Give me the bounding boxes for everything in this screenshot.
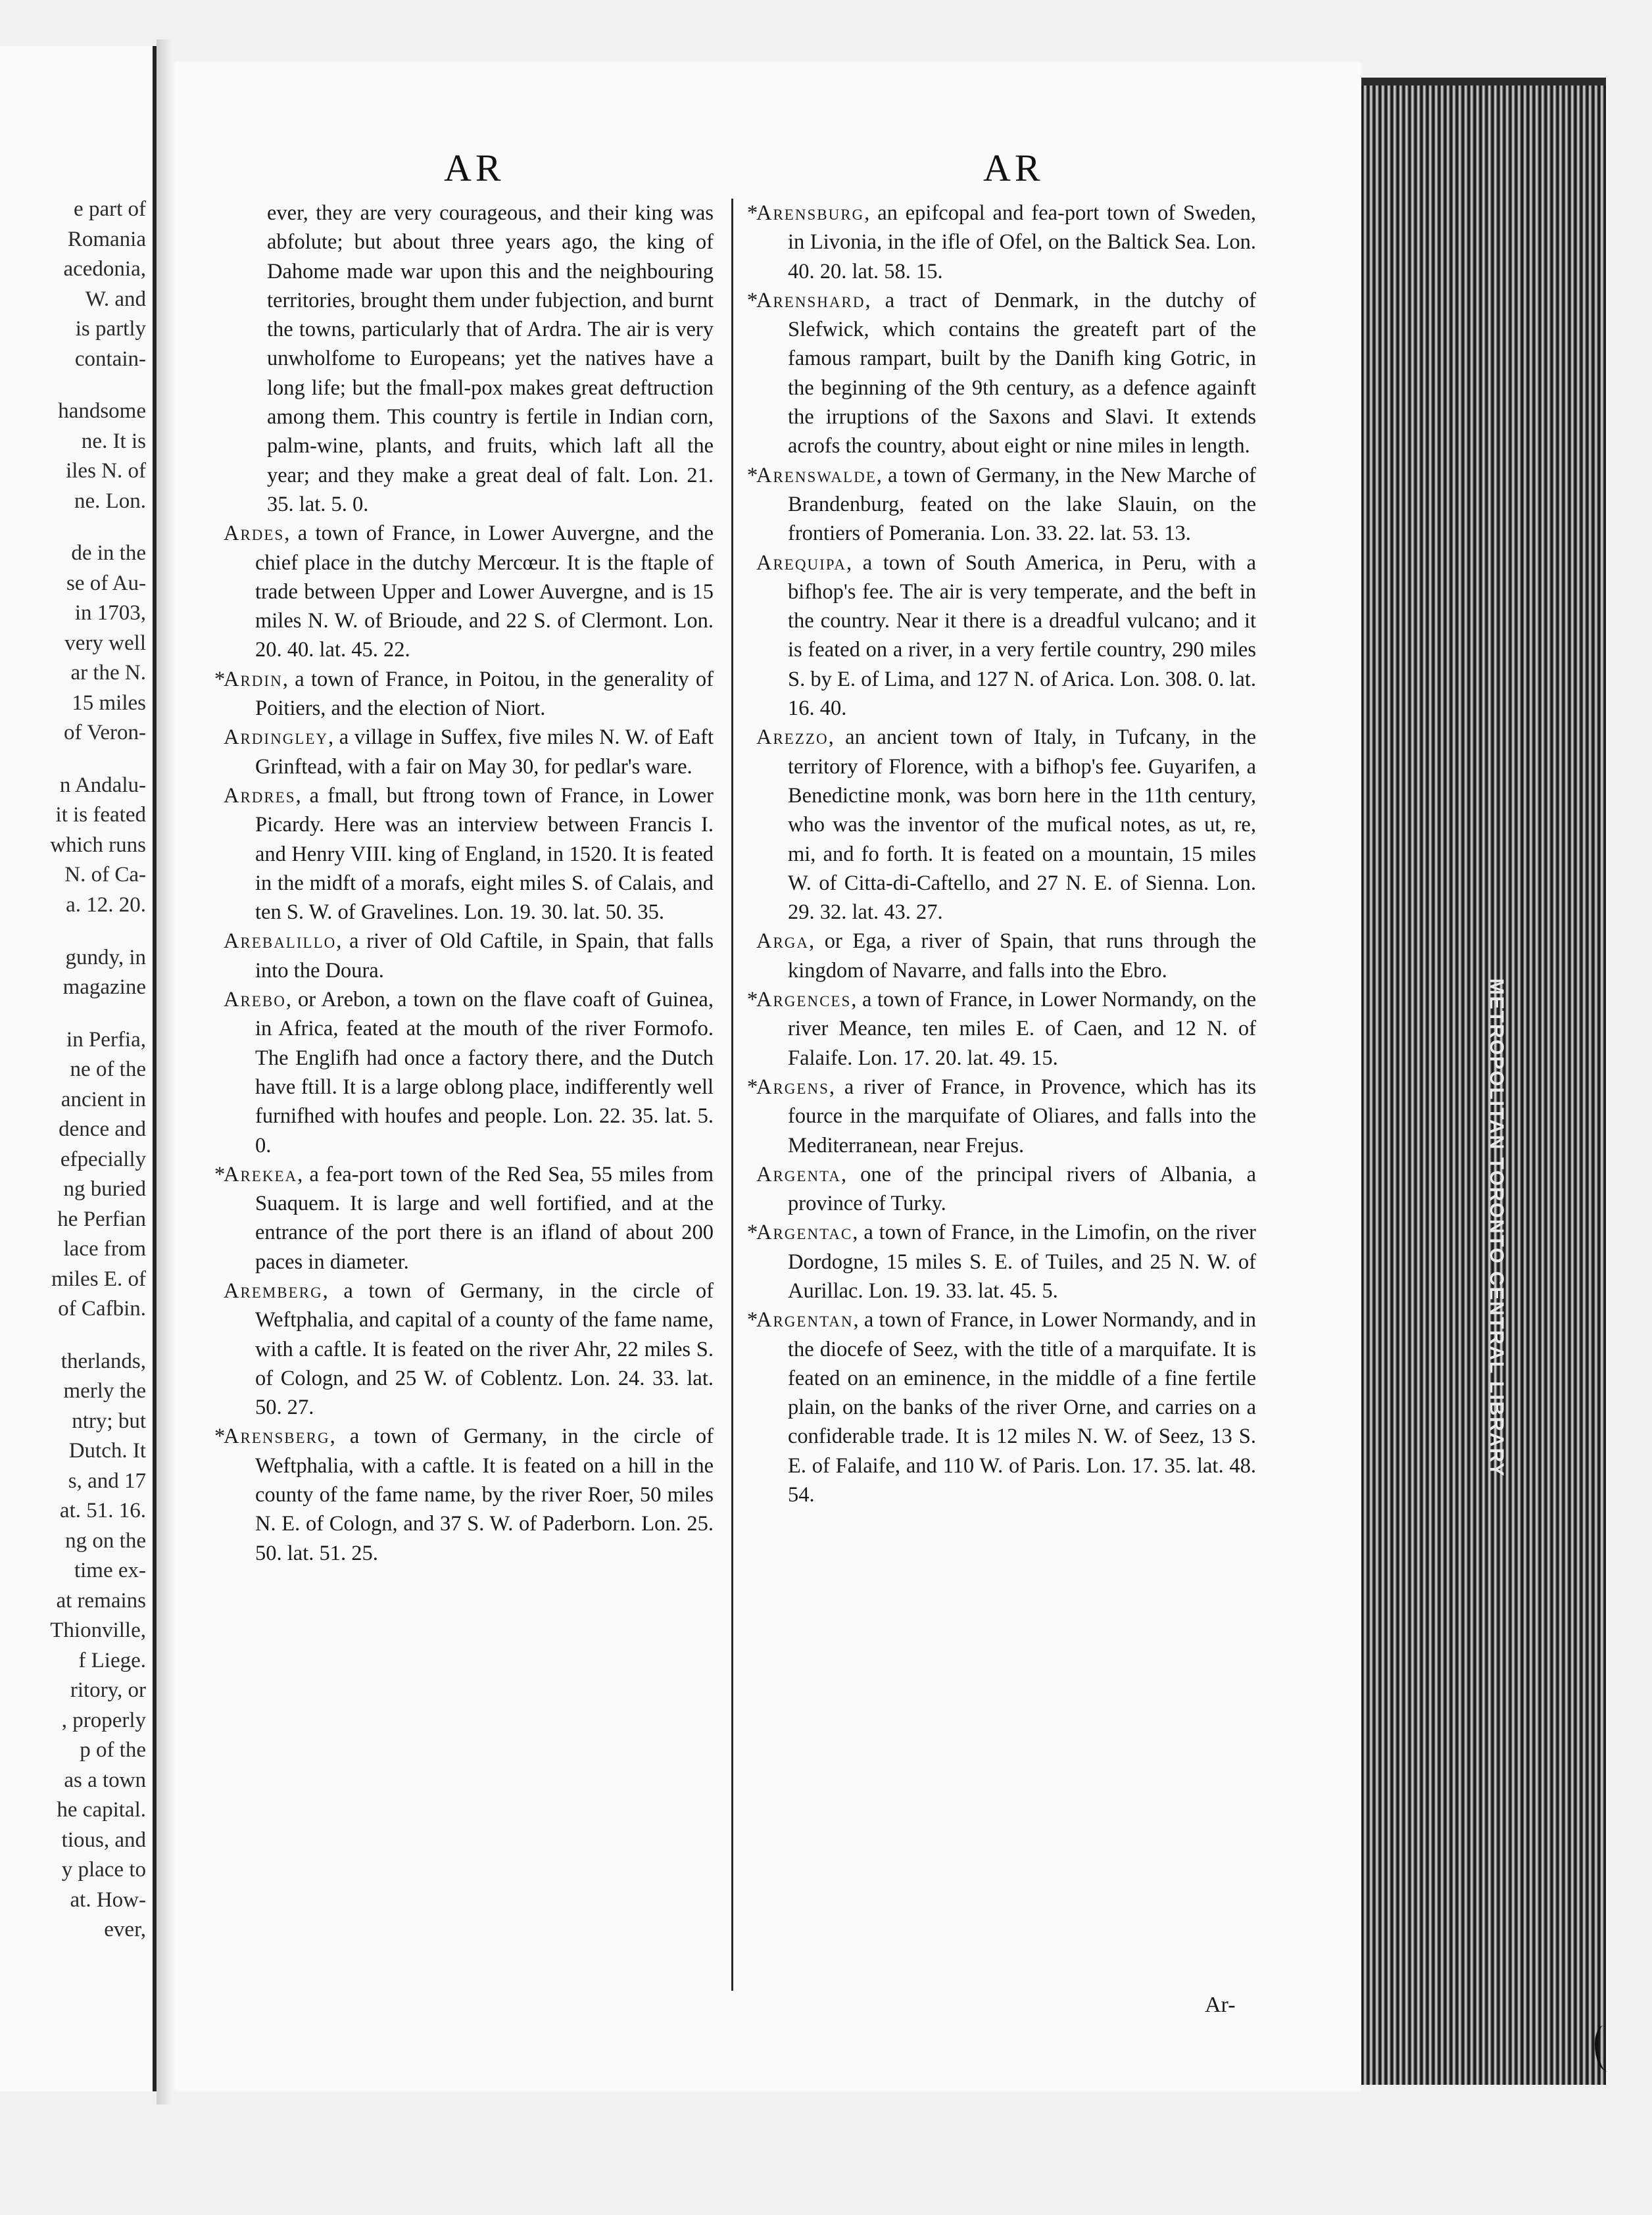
- entry-text: , a town of France, in Lower Auvergne, and the chief place in the dutchy Mercœur. It is the ftaple of trade between Upper and Lower Auvergne, and is 15 miles N. W. of Brioude, and 22 S. of Clermont. Lon. 20. 40. lat. 45. 22.: [255, 522, 714, 662]
- entry-headword: Arenswalde: [756, 463, 877, 487]
- asterisk-mark: *: [747, 988, 758, 1012]
- asterisk-mark: *: [214, 1424, 226, 1449]
- entry-text: , a town of France, in Lower Normandy, and in the diocefe of Seez, with the title of a marquifate. It is feated on an eminence, in the middle of a fine fertile plain, on the banks of the river Orne, and carries on a confiderable trade. It is 12 miles N. W. of Seez, 13 S. E. of Falaife, and 110 W. of Paris. Lon. 17. 35. lat. 48. 54.: [788, 1308, 1256, 1507]
- left-page-fragment: se of Au-: [66, 571, 146, 595]
- left-page-fragment: acedonia,: [63, 257, 146, 281]
- entry-argences: [747, 985, 1256, 1073]
- entry-text: , a town of France, in the Limofin, on the river Dordogne, 15 miles S. E. of Tuiles, and 25 N. W. of Aurillac. Lon. 19. 33. lat. 45. 5.: [788, 1221, 1256, 1303]
- entry-text: , or Arebon, a town on the flave coaft of Guinea, in Africa, feated at the mouth of the river Formofo. The Englifh had once a factory there, and the Dutch have ftill. It is a large oblong place, indifferently well furnifhed with houfes and people. Lon. 22. 35. lat. 5. 0.: [255, 988, 714, 1157]
- left-page-fragment: , properly: [61, 1708, 146, 1732]
- left-page-fragment: s, and 17: [68, 1469, 146, 1493]
- entry-arga: [756, 927, 1256, 985]
- asterisk-mark: *: [747, 201, 758, 225]
- left-page-fragment: efpecially: [60, 1147, 146, 1171]
- facing-left-page: [0, 46, 157, 2091]
- left-page-fragment: time ex-: [74, 1559, 146, 1583]
- left-page-fragment: Romania: [67, 227, 146, 251]
- left-page-fragment: ancient in: [61, 1087, 146, 1111]
- asterisk-mark: *: [214, 1162, 226, 1186]
- left-page-fragment: a. 12. 20.: [66, 892, 146, 917]
- left-page-fragment: therlands,: [61, 1349, 146, 1373]
- entry-arebo: [224, 985, 714, 1160]
- entry-text: , a fea-port town of the Red Sea, 55 miles from Suaquem. It is large and well fortified, and at the entrance of the port there is an ifland of about 200 paces in diameter.: [255, 1162, 714, 1274]
- entry-arequipa: [756, 548, 1256, 723]
- left-page-fragment: as a town: [64, 1768, 146, 1792]
- entry-text: , an ancient town of Italy, in Tufcany, in the territory of Florence, with a bifhop's fee. Guyarifen, a Benedictine monk, was born here in the 11th century, who was the inventor of the mufical notes, as ut, re, mi, and fo forth. It is feated on a mountain, 15 miles W. of Citta-di-Caftello, and 27 N. E. of Sienna. Lon. 29. 32. lat. 43. 27.: [788, 725, 1256, 925]
- left-page-fragment: very well: [64, 631, 146, 655]
- entry-arensburg: [747, 199, 1256, 286]
- left-page-fragment: gundy, in: [65, 945, 146, 969]
- left-page-fragment: Dutch. It: [68, 1439, 146, 1463]
- entry-headword: Arga: [756, 929, 810, 954]
- left-page-fragment: 15 miles: [72, 691, 146, 715]
- asterisk-mark: *: [747, 288, 758, 312]
- left-page-fragment: p of the: [80, 1738, 146, 1763]
- entry-ardin: [214, 665, 714, 723]
- left-page-fragment: in 1703,: [74, 601, 146, 625]
- entry-headword: Arezzo: [756, 725, 829, 750]
- left-page-fragment: at remains: [56, 1588, 146, 1613]
- left-page-fragment: e part of: [74, 197, 146, 221]
- library-edge-stamp: [1483, 868, 1509, 1592]
- left-page-fragment: in Perfia,: [66, 1027, 146, 1052]
- running-head-right: AR: [983, 147, 1044, 189]
- entry-arezzo: [756, 723, 1256, 927]
- entry-argens: [747, 1073, 1256, 1160]
- asterisk-mark: *: [747, 1221, 758, 1245]
- entry-headword: Ardres: [224, 783, 296, 808]
- left-page-fragment: Thionville,: [50, 1619, 146, 1643]
- column-rule: [731, 199, 733, 1991]
- asterisk-mark: *: [747, 1308, 758, 1332]
- left-page-fragment: W. and: [85, 287, 146, 311]
- entry-text: , a town of Germany, in the circle of Weftphalia, and capital of a county of the fame name, with a caftle. It is feated on the river Ahr, 22 miles S. of Cologn, and 25 W. of Coblentz. Lon. 24. 33. lat. 50. 27.: [255, 1278, 714, 1420]
- entry-text: , one of the principal rivers of Albania, a province of Turky.: [788, 1162, 1256, 1216]
- entry-intro: [224, 199, 714, 519]
- left-page-fragment: dence and: [59, 1117, 146, 1142]
- entry-text: , a town of France, in Poitou, in the generality of Poitiers, and the election of Niort.: [255, 667, 714, 721]
- left-page-fragment: handsome: [58, 399, 146, 424]
- entry-ardres: [224, 781, 714, 927]
- left-page-fragment: of Veron-: [64, 721, 146, 745]
- left-page-fragment: ever,: [104, 1918, 146, 1942]
- entry-text: , a town of France, in Lower Normandy, on the river Meance, ten miles E. of Caen, and 12 N. of Falaife. Lon. 17. 20. lat. 49. 15.: [788, 988, 1256, 1070]
- entry-text: ever, they are very courageous, and their king was abfolute; but about three years ago, the king of Dahome made war upon this and the neighbouring territories, brought them under fubjection, and burnt the towns, particularly that of Ardra. The air is very unwholfome to Europeans; yet the natives have a long life; but the fmall-pox makes great deftruction among them. This country is fertile in Indian corn, palm-wine, plants, and fruits, which laft all the year; and they make a great deal of falt. Lon. 21. 35. lat. 5. 0.: [267, 201, 714, 516]
- entry-text: , a river of Old Caftile, in Spain, that falls into the Doura.: [255, 929, 714, 983]
- entry-ardingley: [224, 723, 714, 781]
- entry-arenswalde: [747, 461, 1256, 548]
- text-column-right: [747, 199, 1256, 1509]
- left-page-fragment: merly the: [63, 1379, 146, 1403]
- left-page-fragment: he Perfian: [57, 1207, 146, 1231]
- entry-argenta: [756, 1160, 1256, 1219]
- left-page-fragment: lace from: [63, 1237, 146, 1261]
- entry-arebalillo: [224, 927, 714, 985]
- left-page-fragment: he capital.: [57, 1798, 146, 1822]
- entry-headword: Argenta: [756, 1162, 841, 1186]
- left-page-fragment: N. of Ca-: [64, 863, 146, 887]
- entry-argentac: [747, 1218, 1256, 1305]
- left-page-fragment: n Andalu-: [59, 773, 146, 797]
- left-page-fragment: tious, and: [61, 1828, 146, 1852]
- left-page-fragment: at. 51. 16.: [59, 1499, 146, 1523]
- left-page-fragment: is partly: [75, 317, 146, 341]
- left-page-fragment: f Liege.: [78, 1648, 146, 1672]
- asterisk-mark: *: [747, 1075, 758, 1099]
- entry-arensberg: [214, 1422, 714, 1567]
- left-page-fragment: de in the: [71, 541, 146, 566]
- entry-text: , an epifcopal and fea-port town of Sweden, in Livonia, in the ifle of Ofel, on the Baltick Sea. Lon. 40. 20. lat. 58. 15.: [788, 201, 1256, 283]
- left-page-fragment: ng on the: [65, 1528, 146, 1553]
- entry-headword: Aremberg: [224, 1278, 323, 1303]
- entry-headword: Arebalillo: [224, 929, 337, 954]
- entry-headword: Arebo: [224, 988, 286, 1012]
- left-page-fragment: which runs: [50, 833, 146, 857]
- entry-headword: Arensburg: [756, 201, 865, 225]
- entry-arenshard: [747, 286, 1256, 461]
- text-column-left: [214, 199, 714, 1568]
- left-page-fragment: ar the N.: [70, 661, 146, 685]
- entry-headword: Arenshard: [756, 288, 865, 312]
- entry-text: , a tract of Denmark, in the dutchy of Slefwick, which contains the greateft part of the famous rampart, built by the Danifh king Gotric, in the beginning of the 9th century, as a defence againft the irruptions of the Saxons and Slavi. It extends acrofs the country, about eight or nine miles in length.: [788, 288, 1256, 458]
- left-page-fragment: of Cafbin.: [58, 1297, 146, 1321]
- left-page-fragment: ntry; but: [72, 1409, 146, 1433]
- left-page-fragment: ne. It is: [81, 429, 146, 453]
- entry-headword: Ardingley: [224, 725, 329, 750]
- entry-headword: Argentac: [756, 1221, 853, 1245]
- entry-ardes: [224, 519, 714, 664]
- catchword: Ar-: [1205, 1993, 1236, 2017]
- entry-text: , a river of France, in Provence, which has its fource in the marquifate of Oliares, and falls into the Mediterranean, near Frejus.: [788, 1075, 1256, 1157]
- left-page-fragment: ne of the: [70, 1058, 146, 1082]
- left-page-fragment: at. How-: [70, 1887, 146, 1912]
- left-page-fragment: y place to: [61, 1858, 146, 1882]
- entry-headword: Ardin: [224, 667, 283, 691]
- entry-text: , a fmall, but ftrong town of France, in Lower Picardy. Here was an interview between Francis I. and Henry VIII. king of England, in 1520. It is feated in the midft of a morafs, eight miles S. of Calais, and ten S. W. of Gravelines. Lon. 19. 30. lat. 50. 35.: [255, 783, 714, 925]
- left-page-fragment: ritory, or: [70, 1678, 146, 1703]
- entry-headword: Arequipa: [756, 550, 847, 575]
- entry-headword: Argens: [756, 1075, 829, 1099]
- left-page-fragment: ne. Lon.: [74, 489, 146, 513]
- library-stamp-text: METROPOLITAN TORONTO CENTRAL LIBRARY: [1486, 978, 1507, 1478]
- entry-text: , a town of Germany, in the New Marche of Brandenburg, feated on the lake Slauin, on the frontiers of Pomerania. Lon. 33. 22. lat. 53. 13.: [788, 463, 1256, 546]
- left-page-fragment: magazine: [62, 975, 146, 999]
- entry-headword: Arekea: [224, 1162, 298, 1186]
- entry-text: , a village in Suffex, five miles N. W. of Eaft Grinftead, with a fair on May 30, for pedlar's ware.: [255, 725, 714, 779]
- left-page-fragment: ng buried: [63, 1177, 146, 1202]
- entry-text: , or Ega, a river of Spain, that runs through the kingdom of Navarre, and falls into the Ebro.: [788, 929, 1256, 983]
- asterisk-mark: *: [747, 463, 758, 487]
- entry-headword: Argentan: [756, 1308, 854, 1332]
- entry-headword: Ardes: [224, 522, 285, 546]
- entry-text: , a town of South America, in Peru, with a bifhop's fee. The air is very temperate, and the beft in the country. Near it there is a dreadful vulcano; and it is feated on a river, in a very fertile country, 290 miles S. by E. of Lima, and 127 N. of Arica. Lon. 308. 0. lat. 16. 40.: [788, 550, 1256, 721]
- left-page-fragment: miles E. of: [51, 1267, 146, 1291]
- entry-aremberg: [224, 1277, 714, 1422]
- asterisk-mark: *: [214, 667, 226, 691]
- running-head-left: AR: [444, 147, 505, 189]
- entry-headword: Arensberg: [224, 1424, 330, 1449]
- entry-argentan: [747, 1305, 1256, 1509]
- entry-text: , a town of Germany, in the circle of Weftphalia, with a caftle. It is feated on a hill in the county of the fame name, by the river Roer, 50 miles N. E. of Cologn, and 37 S. W. of Paderborn. Lon. 25. 50. lat. 51. 25.: [255, 1424, 714, 1565]
- entry-headword: Argences: [756, 988, 852, 1012]
- entry-arekea: [214, 1160, 714, 1277]
- left-page-fragment: contain-: [74, 347, 146, 371]
- page-gutter: [157, 39, 174, 2105]
- left-page-fragment: it is feated: [55, 803, 146, 827]
- left-page-fragment: iles N. of: [66, 459, 146, 483]
